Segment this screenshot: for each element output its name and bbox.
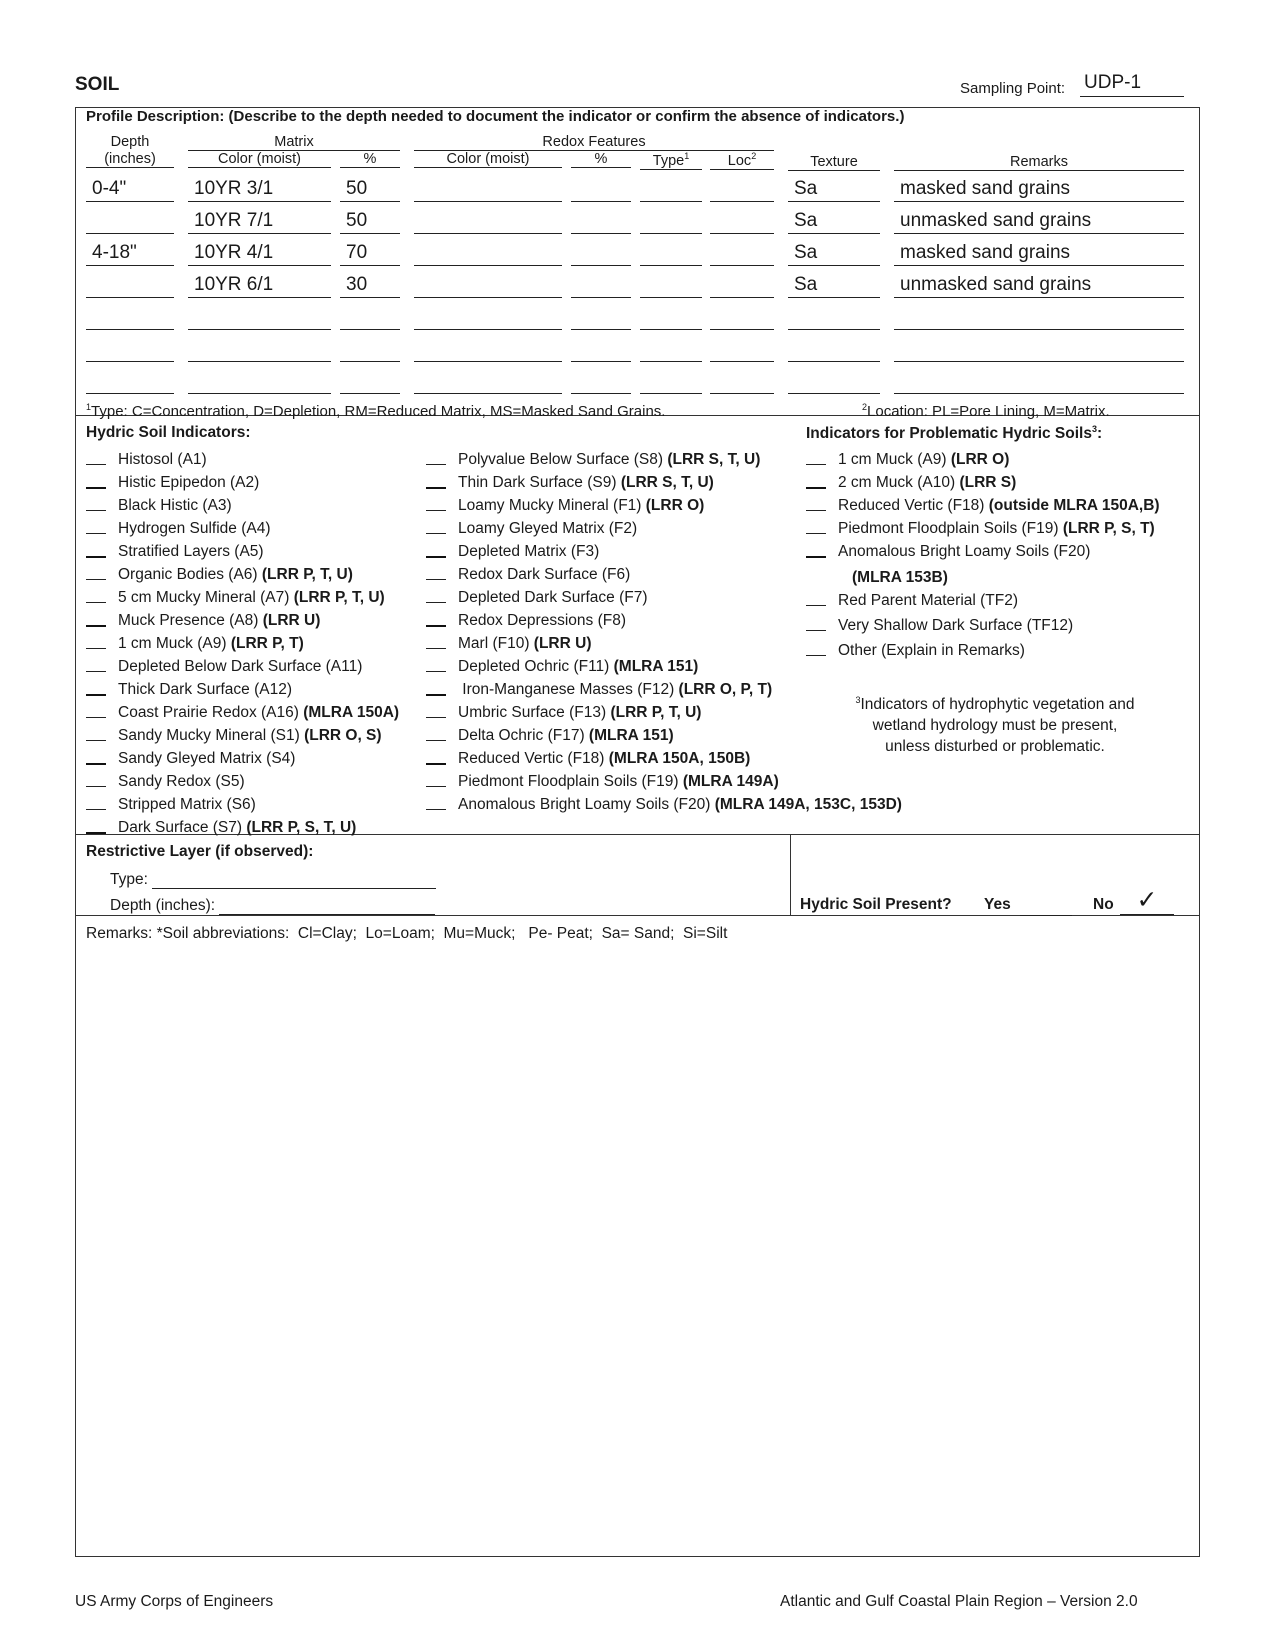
- matrix-color-cell[interactable]: [188, 308, 331, 330]
- indicator-checkbox[interactable]: [86, 680, 106, 696]
- indicator-region: (MLRA 149A, 153C, 153D): [714, 796, 902, 813]
- indicator-label: 2 cm Muck (A10): [838, 474, 960, 491]
- indicator-label: Depleted Matrix (F3): [458, 543, 600, 560]
- indicator-region: (LRR S, T, U): [667, 451, 761, 468]
- indicator-checkbox[interactable]: [86, 519, 106, 534]
- indicator-label: Loamy Gleyed Matrix (F2): [458, 520, 638, 537]
- indicator-item: [86, 588, 385, 608]
- remarks-cell[interactable]: unmasked sand grains: [894, 276, 1184, 298]
- restrictive-type-label: Type:: [110, 871, 148, 888]
- depth-cell[interactable]: 4-18": [86, 244, 174, 266]
- indicator-checkbox[interactable]: [86, 657, 106, 672]
- redox-pct-cell[interactable]: [571, 340, 631, 362]
- indicator-item: [806, 450, 1009, 470]
- anomalous-soils-mlra-note: (MLRA 153B): [852, 569, 948, 586]
- indicator-label: Coast Prairie Redox (A16): [118, 704, 304, 721]
- texture-cell[interactable]: Sa: [788, 180, 880, 202]
- texture-cell[interactable]: [788, 308, 880, 330]
- indicator-label: Stripped Matrix (S6): [118, 796, 256, 813]
- indicator-item: [426, 542, 599, 562]
- indicator-item: [806, 641, 1025, 661]
- indicator-checkbox[interactable]: [426, 473, 446, 489]
- indicator-checkbox[interactable]: [86, 818, 106, 834]
- matrix-color-cell[interactable]: 10YR 3/1: [188, 180, 331, 202]
- indicator-label: Redox Dark Surface (F6): [458, 566, 631, 583]
- indicator-item: [426, 680, 772, 700]
- indicator-checkbox[interactable]: [86, 542, 106, 558]
- indicator-item: [86, 680, 292, 700]
- depth-cell[interactable]: [86, 308, 174, 330]
- indicator-label: Black Histic (A3): [118, 497, 232, 514]
- redox-color-cell[interactable]: [414, 244, 562, 266]
- indicator-checkbox[interactable]: [806, 616, 826, 631]
- matrix-color-cell[interactable]: 10YR 7/1: [188, 212, 331, 234]
- hydric-yes-field[interactable]: [1020, 897, 1072, 916]
- redox-color-cell[interactable]: [414, 308, 562, 330]
- indicator-label: Loamy Mucky Mineral (F1): [458, 497, 646, 514]
- indicator-item: [426, 795, 902, 815]
- redox-pct-cell[interactable]: [571, 180, 631, 202]
- restrictive-type-field[interactable]: [152, 870, 436, 889]
- indicator-checkbox[interactable]: [426, 496, 446, 511]
- indicator-item: [806, 473, 1016, 493]
- indicator-region: (MLRA 151): [613, 658, 699, 675]
- indicator-checkbox[interactable]: [426, 588, 446, 603]
- matrix-pct-cell[interactable]: [340, 372, 400, 394]
- hydric-no-checkmark[interactable]: ✓: [1120, 888, 1174, 915]
- footnote-location: [862, 402, 1110, 420]
- indicator-label: 1 cm Muck (A9): [118, 635, 231, 652]
- indicator-label: Depleted Ochric (F11): [458, 658, 614, 675]
- indicator-label: Umbric Surface (F13): [458, 704, 611, 721]
- redox-color-cell[interactable]: [414, 340, 562, 362]
- indicator-region: (MLRA 149A): [682, 773, 779, 790]
- matrix-pct-cell[interactable]: 50: [340, 212, 400, 234]
- indicator-checkbox[interactable]: [86, 565, 106, 580]
- col-depth-header-unit: (inches): [86, 151, 174, 168]
- restrictive-depth-label: Depth (inches):: [110, 897, 216, 914]
- remarks-cell[interactable]: unmasked sand grains: [894, 212, 1184, 234]
- indicator-label: Organic Bodies (A6): [118, 566, 262, 583]
- indicator-item: [86, 542, 264, 562]
- indicator-item: [426, 450, 760, 470]
- problematic-title-text: Indicators for Problematic Hydric Soils: [806, 425, 1092, 443]
- indicator-label: Iron-Manganese Masses (F12): [458, 681, 679, 698]
- indicator-label: Reduced Vertic (F18): [838, 497, 989, 514]
- redox-pct-cell[interactable]: [571, 244, 631, 266]
- indicator-item: [426, 611, 626, 631]
- indicator-item: [86, 450, 207, 470]
- hydric-indicators-title: Hydric Soil Indicators:: [86, 424, 251, 441]
- col-remarks-header: Remarks: [894, 154, 1184, 171]
- remarks-cell[interactable]: [894, 372, 1184, 394]
- matrix-color-cell[interactable]: 10YR 4/1: [188, 244, 331, 266]
- indicator-item: [86, 611, 320, 631]
- redox-loc-cell[interactable]: [710, 308, 774, 330]
- indicator-checkbox[interactable]: [806, 542, 826, 558]
- indicator-region: (LRR O, P, T): [678, 681, 773, 698]
- matrix-color-cell[interactable]: 10YR 6/1: [188, 276, 331, 298]
- indicator-item: [86, 749, 295, 769]
- remarks-text: Remarks: *Soil abbreviations: Cl=Clay; Lo=Loam; Mu=Muck; Pe- Peat; Sa= Sand; Si=Silt: [86, 925, 728, 942]
- redox-color-cell[interactable]: [414, 180, 562, 202]
- depth-cell[interactable]: [86, 212, 174, 234]
- indicator-item: [86, 519, 271, 539]
- indicator-label: Marl (F10): [458, 635, 534, 652]
- col-loc-header: [710, 151, 774, 170]
- form-title: SOIL: [75, 74, 120, 95]
- indicator-region: (MLRA 151): [588, 727, 674, 744]
- indicator-region: (LRR O): [950, 451, 1010, 468]
- indicator-label: Red Parent Material (TF2): [838, 592, 1019, 609]
- redox-pct-cell[interactable]: [571, 308, 631, 330]
- indicator-label: Sandy Gleyed Matrix (S4): [118, 750, 296, 767]
- indicator-label: Delta Ochric (F17): [458, 727, 589, 744]
- indicator-label: Piedmont Floodplain Soils (F19): [838, 520, 1063, 537]
- indicator-checkbox[interactable]: [426, 611, 446, 627]
- redox-type-cell[interactable]: [640, 212, 702, 234]
- redox-color-cell[interactable]: [414, 212, 562, 234]
- indicator-item: [806, 496, 1160, 516]
- indicator-region: (LRR P, T, U): [293, 589, 385, 606]
- matrix-color-cell[interactable]: [188, 372, 331, 394]
- indicator-checkbox[interactable]: [426, 703, 446, 718]
- col-redox-pct-header: %: [571, 151, 631, 168]
- indicator-label: Other (Explain in Remarks): [838, 642, 1025, 659]
- col-depth-header: Depth: [110, 134, 150, 150]
- hydric-soil-present-label: Hydric Soil Present?: [800, 896, 952, 913]
- footnote-loc-sup: 2: [862, 402, 868, 412]
- indicator-checkbox[interactable]: [426, 634, 446, 649]
- redox-loc-cell[interactable]: [710, 276, 774, 298]
- indicator-region: (LRR U): [262, 612, 321, 629]
- indicator-item: [86, 496, 232, 516]
- matrix-group-header: Matrix: [188, 134, 400, 151]
- col-loc-sup: 2: [751, 151, 757, 161]
- redox-loc-cell[interactable]: [710, 340, 774, 362]
- profile-title: Profile Description: (Describe to the depth needed to document the indicator or confirm the absence of indicators.): [86, 108, 905, 125]
- indicator-label: Redox Depressions (F8): [458, 612, 626, 629]
- texture-cell[interactable]: [788, 372, 880, 394]
- divider-restrictive-vertical: [790, 834, 791, 915]
- indicator-checkbox[interactable]: [426, 657, 446, 672]
- redox-color-cell[interactable]: [414, 276, 562, 298]
- indicator-region: (LRR S): [959, 474, 1017, 491]
- redox-group-header: Redox Features: [414, 134, 774, 151]
- redox-pct-cell[interactable]: [571, 212, 631, 234]
- depth-cell[interactable]: [86, 276, 174, 298]
- indicator-item: [426, 565, 630, 585]
- remarks-cell[interactable]: masked sand grains: [894, 180, 1184, 202]
- indicator-region: (LRR S, T, U): [620, 474, 714, 491]
- sampling-point-field[interactable]: UDP-1: [1080, 72, 1184, 97]
- indicator-label: Thin Dark Surface (S9): [458, 474, 621, 491]
- indicator-item: [86, 634, 304, 654]
- indicator-checkbox[interactable]: [426, 519, 446, 534]
- indicator-checkbox[interactable]: [86, 703, 106, 718]
- redox-pct-cell[interactable]: [571, 372, 631, 394]
- redox-type-cell[interactable]: [640, 244, 702, 266]
- footer-left: US Army Corps of Engineers: [75, 1593, 274, 1610]
- indicator-label: Anomalous Bright Loamy Soils (F20): [838, 543, 1091, 560]
- hydrophytic-note-line1: [825, 690, 1165, 715]
- indicator-item: [86, 473, 259, 493]
- texture-cell[interactable]: [788, 340, 880, 362]
- indicator-item: [426, 519, 637, 539]
- restrictive-depth-field[interactable]: [219, 896, 435, 915]
- col-loc-label: Loc: [727, 152, 752, 169]
- matrix-pct-cell[interactable]: [340, 308, 400, 330]
- indicator-label: Anomalous Bright Loamy Soils (F20): [458, 796, 715, 813]
- indicator-region: (LRR O, S): [304, 727, 382, 744]
- redox-type-cell[interactable]: [640, 340, 702, 362]
- depth-cell[interactable]: [86, 340, 174, 362]
- redox-loc-cell[interactable]: [710, 180, 774, 202]
- indicator-item: [426, 749, 750, 769]
- restrictive-depth-row: [110, 896, 435, 915]
- col-matrix-pct-header: %: [340, 151, 400, 168]
- indicator-label: Histosol (A1): [118, 451, 207, 468]
- matrix-pct-cell[interactable]: 70: [340, 244, 400, 266]
- footnote-type: [86, 402, 665, 420]
- indicator-item: [86, 565, 353, 585]
- indicator-item: [426, 726, 674, 746]
- redox-type-cell[interactable]: [640, 180, 702, 202]
- indicator-checkbox[interactable]: [426, 680, 446, 696]
- indicator-label: Thick Dark Surface (A12): [118, 681, 292, 698]
- texture-cell[interactable]: Sa: [788, 212, 880, 234]
- indicator-item: [86, 657, 362, 677]
- hydrophytic-note: [825, 690, 1165, 757]
- indicator-checkbox[interactable]: [426, 726, 446, 741]
- col-redox-color-header: Color (moist): [414, 151, 562, 168]
- indicator-checkbox[interactable]: [86, 611, 106, 627]
- hydric-no-label: No: [1093, 896, 1114, 913]
- texture-cell[interactable]: Sa: [788, 276, 880, 298]
- indicator-region: (LRR P, T, U): [610, 704, 702, 721]
- col-texture-header: Texture: [788, 154, 880, 171]
- indicator-label: Very Shallow Dark Surface (TF12): [838, 617, 1074, 634]
- footnote-type-sup: 1: [86, 402, 92, 412]
- footnote-loc-text: Location: PL=Pore Lining, M=Matrix.: [867, 403, 1110, 420]
- indicator-item: [806, 519, 1155, 539]
- restrictive-layer-title: Restrictive Layer (if observed):: [86, 843, 314, 860]
- indicator-checkbox[interactable]: [426, 772, 446, 787]
- indicator-region: (MLRA 150A): [303, 704, 400, 721]
- redox-type-cell[interactable]: [640, 276, 702, 298]
- indicator-region: (LRR P, T): [230, 635, 304, 652]
- indicator-checkbox[interactable]: [806, 519, 826, 534]
- remarks-cell[interactable]: [894, 308, 1184, 330]
- indicator-label: Sandy Mucky Mineral (S1): [118, 727, 305, 744]
- indicator-item: [806, 616, 1073, 636]
- hydrophytic-note-sup: 3: [855, 695, 861, 705]
- indicator-label: 1 cm Muck (A9): [838, 451, 951, 468]
- indicator-checkbox[interactable]: [86, 496, 106, 511]
- indicator-label: Muck Presence (A8): [118, 612, 263, 629]
- hydric-yes-label: Yes: [984, 896, 1011, 913]
- indicator-region: (LRR P, S, T): [1062, 520, 1155, 537]
- hydrophytic-note-line1-text: Indicators of hydrophytic vegetation and: [860, 696, 1135, 714]
- redox-loc-cell[interactable]: [710, 212, 774, 234]
- indicator-checkbox[interactable]: [86, 749, 106, 765]
- indicator-label: Histic Epipedon (A2): [118, 474, 260, 491]
- indicator-checkbox[interactable]: [426, 795, 446, 810]
- hydrophytic-note-line3: unless disturbed or problematic.: [885, 738, 1105, 756]
- footnote-type-text: Type: C=Concentration, D=Depletion, RM=Reduced Matrix, MS=Masked Sand Grains.: [91, 403, 666, 420]
- problematic-indicators-title: [806, 424, 1102, 443]
- remarks-cell[interactable]: masked sand grains: [894, 244, 1184, 266]
- indicator-label: Hydrogen Sulfide (A4): [118, 520, 271, 537]
- redox-type-cell[interactable]: [640, 308, 702, 330]
- restrictive-type-row: [110, 870, 436, 889]
- indicator-label: Reduced Vertic (F18): [458, 750, 609, 767]
- indicator-item: [426, 588, 648, 608]
- indicator-region: (LRR U): [533, 635, 592, 652]
- col-type-header: [640, 151, 702, 170]
- indicator-label: Sandy Redox (S5): [118, 773, 245, 790]
- indicator-checkbox[interactable]: [86, 634, 106, 649]
- indicator-checkbox[interactable]: [426, 450, 446, 465]
- matrix-color-cell[interactable]: [188, 340, 331, 362]
- redox-color-cell[interactable]: [414, 372, 562, 394]
- indicator-checkbox[interactable]: [86, 726, 106, 741]
- indicator-checkbox[interactable]: [86, 450, 106, 465]
- indicator-label: Stratified Layers (A5): [118, 543, 264, 560]
- indicator-checkbox[interactable]: [86, 588, 106, 603]
- indicator-label: 5 cm Mucky Mineral (A7): [118, 589, 294, 606]
- indicator-label: Depleted Below Dark Surface (A11): [118, 658, 363, 675]
- col-type-sup: 1: [684, 151, 690, 161]
- indicator-checkbox[interactable]: [86, 795, 106, 810]
- indicator-checkbox[interactable]: [806, 591, 826, 606]
- indicator-checkbox[interactable]: [806, 450, 826, 465]
- indicator-region: (LRR P, T, U): [261, 566, 353, 583]
- indicator-label: Dark Surface (S7): [118, 819, 247, 836]
- indicator-checkbox[interactable]: [806, 496, 826, 511]
- col-type-label: Type: [652, 152, 685, 169]
- indicator-item: [86, 795, 256, 815]
- depth-cell[interactable]: 0-4": [86, 180, 174, 202]
- indicator-checkbox[interactable]: [806, 641, 826, 656]
- texture-cell[interactable]: Sa: [788, 244, 880, 266]
- indicator-item: [426, 657, 698, 677]
- problematic-title-sup: 3: [1091, 424, 1097, 434]
- indicator-checkbox[interactable]: [426, 565, 446, 580]
- sampling-point-label: Sampling Point:: [960, 80, 1066, 97]
- indicator-region: (LRR P, S, T, U): [246, 819, 357, 836]
- indicator-region: (MLRA 150A, 150B): [608, 750, 751, 767]
- indicator-label: Piedmont Floodplain Soils (F19): [458, 773, 683, 790]
- col-matrix-color-header: Color (moist): [188, 151, 331, 168]
- indicator-checkbox[interactable]: [426, 749, 446, 765]
- footer-right: Atlantic and Gulf Coastal Plain Region – Version 2.0: [780, 1593, 1138, 1610]
- indicator-item: [426, 703, 701, 723]
- problematic-title-colon: :: [1096, 425, 1103, 443]
- depth-cell[interactable]: [86, 372, 174, 394]
- matrix-pct-cell[interactable]: [340, 340, 400, 362]
- indicator-checkbox[interactable]: [86, 473, 106, 489]
- indicator-checkbox[interactable]: [86, 772, 106, 787]
- matrix-pct-cell[interactable]: 50: [340, 180, 400, 202]
- indicator-item: [86, 726, 382, 746]
- indicator-region: (LRR O): [645, 497, 705, 514]
- indicator-checkbox[interactable]: [426, 542, 446, 558]
- matrix-pct-cell[interactable]: 30: [340, 276, 400, 298]
- indicator-item: [426, 496, 704, 516]
- indicator-item: [426, 473, 714, 493]
- indicator-item: [806, 542, 1090, 562]
- remarks-cell[interactable]: [894, 340, 1184, 362]
- redox-type-cell[interactable]: [640, 372, 702, 394]
- indicator-label: Depleted Dark Surface (F7): [458, 589, 648, 606]
- indicator-region: (outside MLRA 150A,B): [988, 497, 1160, 514]
- redox-loc-cell[interactable]: [710, 372, 774, 394]
- hydrophytic-note-line2: wetland hydrology must be present,: [872, 717, 1118, 735]
- indicator-item: [426, 772, 779, 792]
- redox-pct-cell[interactable]: [571, 276, 631, 298]
- indicator-item: [86, 772, 245, 792]
- indicator-checkbox[interactable]: [806, 473, 826, 489]
- indicator-item: [426, 634, 591, 654]
- indicator-item: [86, 818, 356, 838]
- redox-loc-cell[interactable]: [710, 244, 774, 266]
- indicator-item: [806, 591, 1018, 611]
- indicator-label: Polyvalue Below Surface (S8): [458, 451, 668, 468]
- indicator-item: [86, 703, 399, 723]
